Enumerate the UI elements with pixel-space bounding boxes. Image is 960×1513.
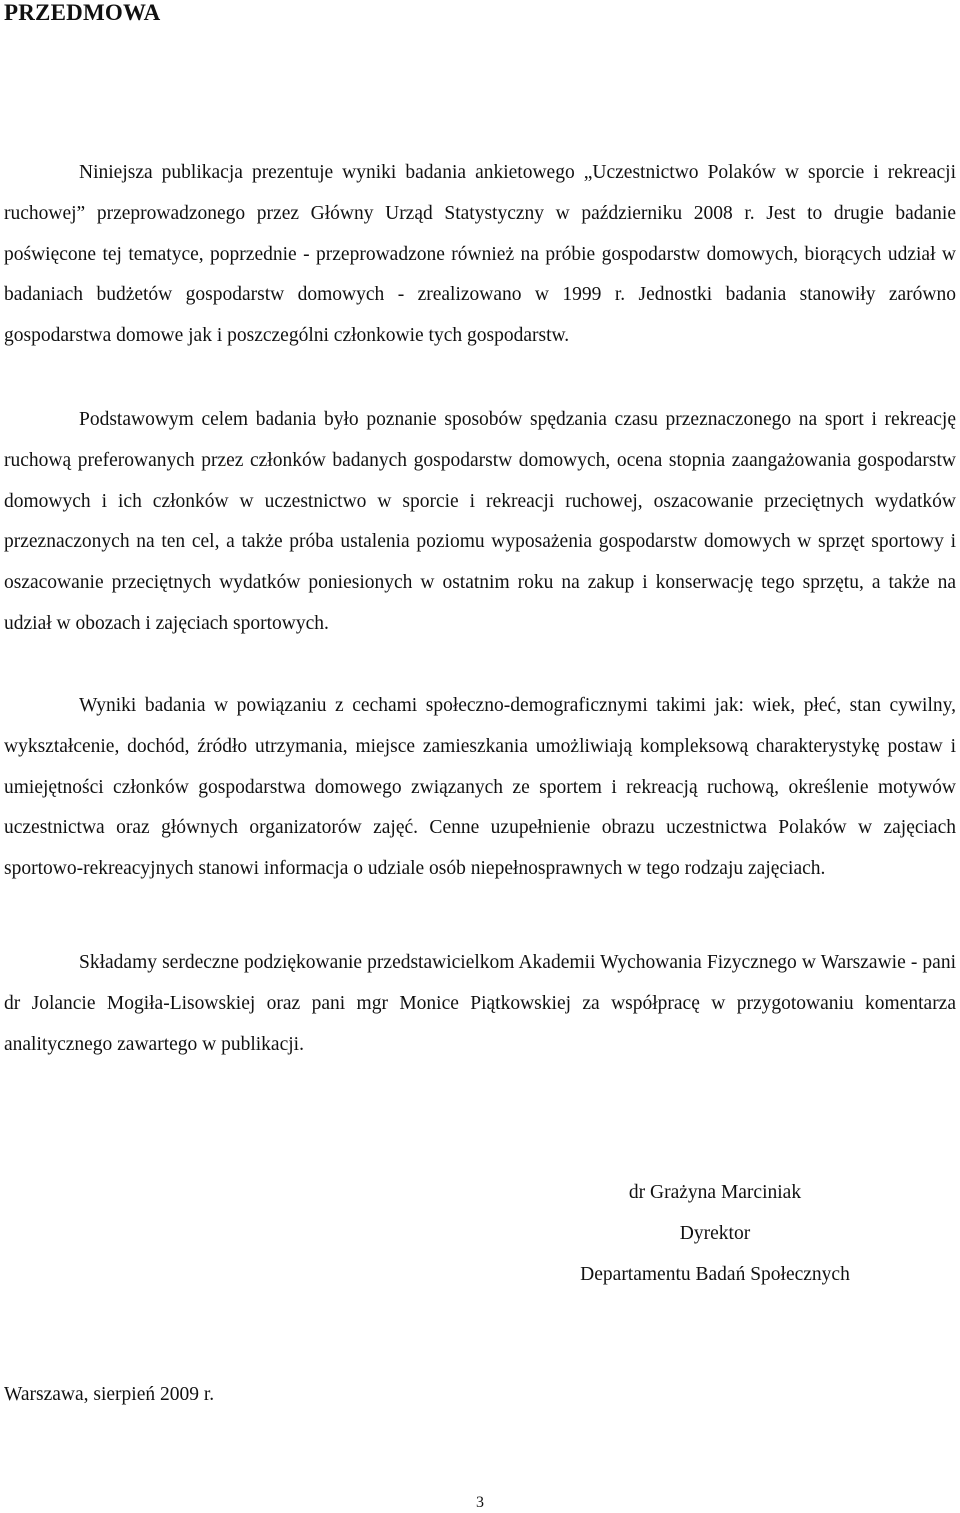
signature-title: Dyrektor — [679, 1223, 751, 1244]
paragraph-objectives — [4, 400, 956, 645]
paragraph-results — [4, 686, 956, 890]
paragraph-introduction — [4, 153, 956, 357]
signature-name: dr Grażyna Marciniak — [628, 1182, 802, 1203]
page-number: 3 — [476, 1494, 484, 1511]
place-and-date: Warszawa, sierpień 2009 r. — [4, 1384, 215, 1405]
paragraph-acknowledgements — [4, 943, 956, 1065]
signature-block — [560, 1172, 870, 1295]
paragraph-text: Niniejsza publikacja prezentuje wyniki badania ankietowego „Uczestnictwo Polaków w sporcie i rekreacji ruchowej” przeprowadzonego przez Główny Urząd Statystyczny w październiku 2008 r. Jest to drugie badanie poświęcone tej tematyce, poprzednie - przeprowadzone również na próbie gospodarstw domowych, biorących udział w badaniach budżetów gospodarstw domowych - zrealizowano w 1999 r. Jednostki badania stanowiły zarówno gospodarstwa domowe jak i poszczególni członkowie tych gospodarstw. — [4, 162, 956, 347]
signature-department: Departamentu Badań Społecznych — [580, 1264, 850, 1285]
paragraph-text: Wyniki badania w powiązaniu z cechami społeczno-demograficznymi takimi jak: wiek, płeć, stan cywilny, wykształcenie, dochód, źródło utrzymania, miejsce zamieszkania umożliwiają kompleksową charakterystykę postaw i umiejętności członków gospodarstwa domowego związanych ze sportem i rekreacją ruchową, określenie motywów uczestnictwa oraz głównych organizatorów zajęć. Cenne uzupełnienie obrazu uczestnictwa Polaków w zajęciach sportowo-rekreacyjnych stanowi informacja o udziale osób niepełnosprawnych w tego rodzaju zajęciach. — [4, 695, 956, 880]
paragraph-text: Składamy serdeczne podziękowanie przedstawicielkom Akademii Wychowania Fizycznego w Warszawie - pani dr Jolancie Mogiła-Lisowskiej oraz pani mgr Monice Piątkowskiej za współpracę w przygotowaniu komentarza analitycznego zawartego w publikacji. — [4, 952, 956, 1055]
page-title: PRZEDMOWA — [4, 0, 161, 25]
paragraph-text: Podstawowym celem badania było poznanie sposobów spędzania czasu przeznaczonego na sport i rekreację ruchową preferowanych przez członków badanych gospodarstw domowych, ocena stopnia zaangażowania gospodarstw domowych i ich członków w uczestnictwo w sporcie i rekreacji ruchowej, oszacowanie przeciętnych wydatków przeznaczonych na ten cel, a także próba ustalenia poziomu wyposażenia gospodarstw domowych w sprzęt sportowy i oszacowanie przeciętnych wydatków poniesionych w ostatnim roku na zakup i konserwację tego sprzętu, a także na udział w obozach i zajęciach sportowych. — [4, 409, 956, 634]
